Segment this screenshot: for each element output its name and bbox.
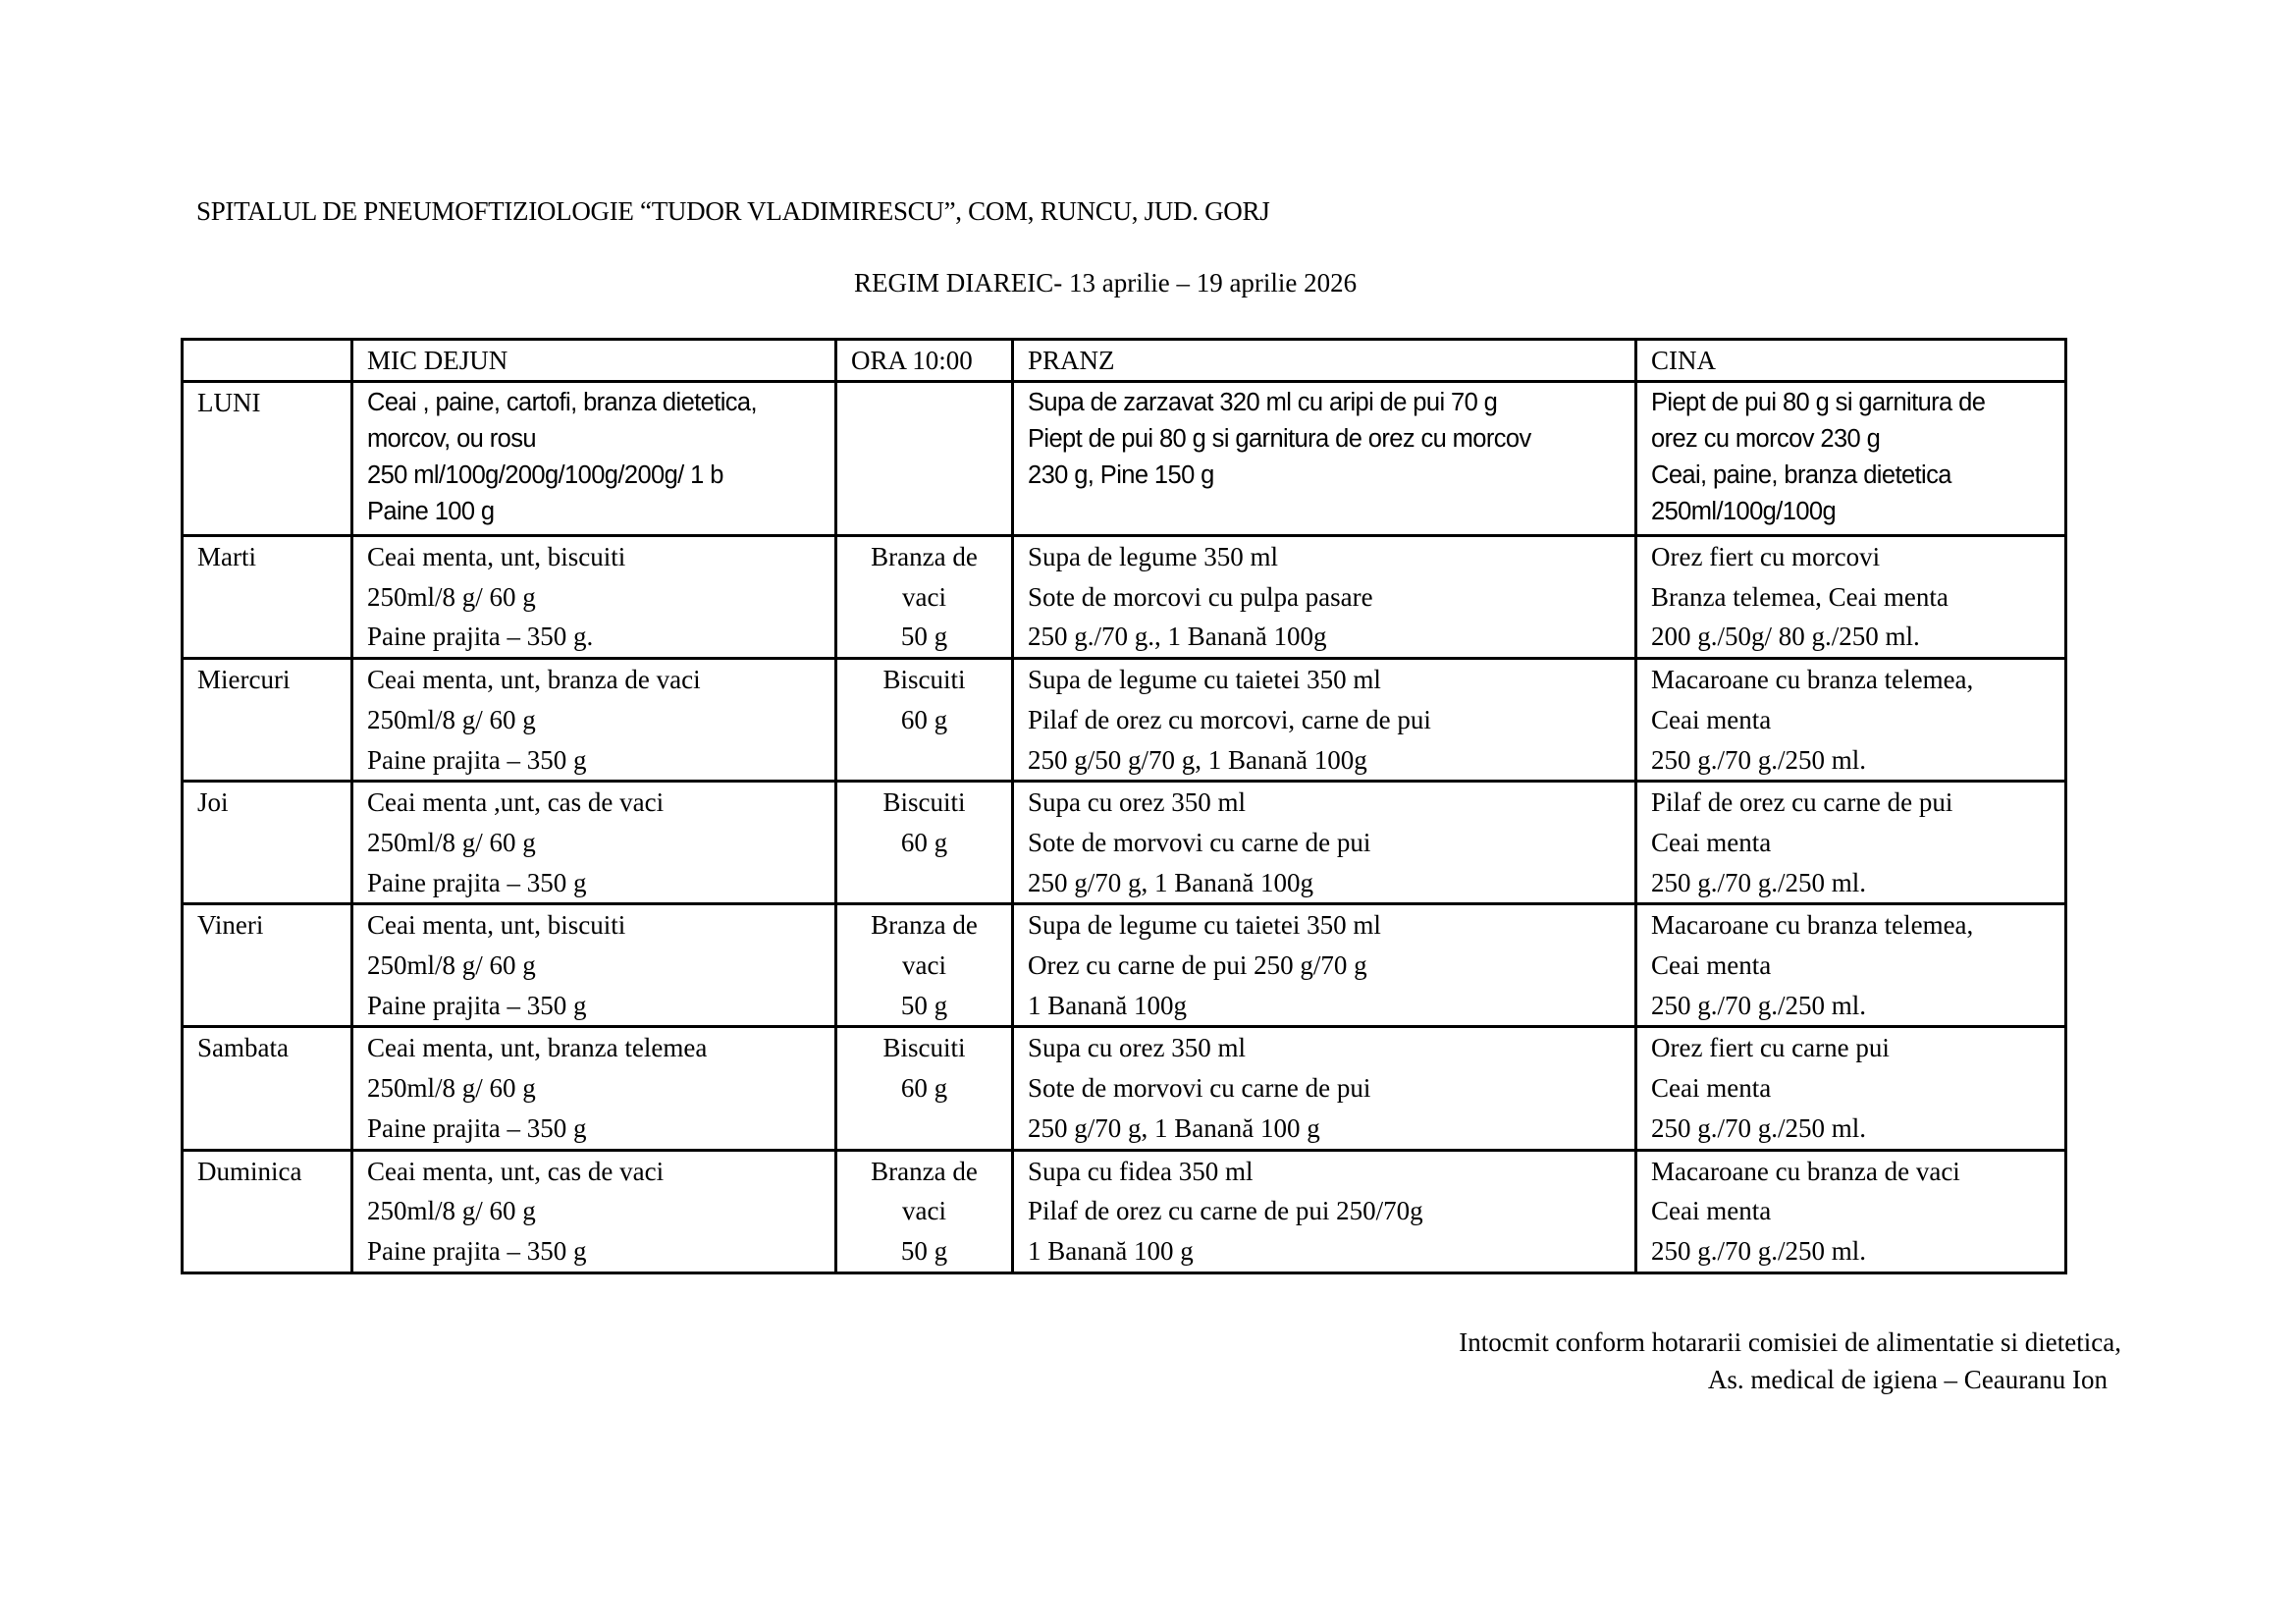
cell-line: Sote de morvovi cu carne de pui xyxy=(1028,827,1371,857)
cell-line: 200 g./50g/ 80 g./250 ml. xyxy=(1651,622,1920,652)
cell-line: vaci xyxy=(902,581,946,612)
cell-line: vaci xyxy=(902,1196,946,1226)
cell-line: 250 g/50 g/70 g, 1 Banană 100g xyxy=(1028,744,1367,775)
pranz-cell xyxy=(1013,659,1636,782)
day-cell: Joi xyxy=(183,782,352,904)
cell-line: 250ml/8 g/ 60 g xyxy=(367,581,536,612)
cell-line: Supa de zarzavat 320 ml cu aripi de pui 70 g xyxy=(1028,389,1498,416)
cell-line: 50 g xyxy=(900,622,948,652)
cina-cell xyxy=(1636,1150,2066,1272)
cell-line: morcov, ou rosu xyxy=(367,425,536,453)
cina-cell xyxy=(1636,659,2066,782)
footer-signature: As. medical de igiena – Ceauranu Ion xyxy=(1707,1365,2108,1394)
cell-line: 50 g xyxy=(900,990,948,1020)
ora-10-cell xyxy=(836,536,1013,659)
cell-line: Ceai menta, unt, biscuiti xyxy=(367,910,626,941)
footer-note: Intocmit conform hotararii comisiei de alimentatie si dietetica, xyxy=(1459,1327,2121,1357)
cell-line: vaci xyxy=(902,950,946,981)
cell-line: Supa cu orez 350 ml xyxy=(1028,1033,1246,1063)
table-row xyxy=(183,904,2066,1027)
day-cell: Duminica xyxy=(183,1150,352,1272)
cell-line: Ceai menta xyxy=(1651,704,1772,734)
mic-dejun-cell xyxy=(352,1150,836,1272)
table-row xyxy=(183,1027,2066,1150)
table-header-row xyxy=(183,340,2066,382)
cell-line: 50 g xyxy=(900,1235,948,1266)
cell-line: 250ml/8 g/ 60 g xyxy=(367,950,536,981)
cell-line: Supa cu fidea 350 ml xyxy=(1028,1156,1254,1186)
cell-line: Ceai menta, unt, branza de vaci xyxy=(367,665,701,695)
cell-line: 250ml/100g/100g xyxy=(1651,498,1837,525)
day-cell: Vineri xyxy=(183,904,352,1027)
cell-line: 250 g./70 g./250 ml. xyxy=(1651,990,1867,1020)
cell-line: Orez fiert cu carne pui xyxy=(1651,1033,1890,1063)
cell-line: 1 Banană 100 g xyxy=(1028,1235,1194,1266)
ora-10-cell xyxy=(836,659,1013,782)
regime-title: REGIM DIAREIC- 13 aprilie – 19 aprilie 2026 xyxy=(854,268,1358,298)
cell-line: 250 g./70 g., 1 Banană 100g xyxy=(1028,622,1327,652)
cina-cell xyxy=(1636,1027,2066,1150)
pranz-cell xyxy=(1013,782,1636,904)
cell-line: Ceai , paine, cartofi, branza dietetica, xyxy=(367,389,757,416)
cell-line: 250ml/8 g/ 60 g xyxy=(367,1073,536,1104)
table-body xyxy=(183,382,2066,1273)
table-row xyxy=(183,536,2066,659)
cell-line: Pilaf de orez cu carne de pui xyxy=(1651,787,1953,818)
cell-line: Macaroane cu branza telemea, xyxy=(1651,910,1974,941)
cell-line: Paine 100 g xyxy=(367,498,495,525)
cell-line: Ceai, paine, branza dietetica xyxy=(1651,461,1951,489)
header-day xyxy=(183,340,352,382)
cell-line: Supa de legume cu taietei 350 ml xyxy=(1028,665,1381,695)
header-mic-dejun: MIC DEJUN xyxy=(352,340,836,382)
cell-line: 1 Banană 100g xyxy=(1028,990,1187,1020)
pranz-cell xyxy=(1013,1150,1636,1272)
cell-line: Biscuiti xyxy=(882,1033,966,1063)
weekly-menu-table xyxy=(181,338,2067,1274)
cell-line: Branza telemea, Ceai menta xyxy=(1651,581,1949,612)
cell-line: 250 g./70 g./250 ml. xyxy=(1651,867,1867,897)
cell-line: 230 g, Pine 150 g xyxy=(1028,461,1214,489)
cell-line: Pilaf de orez cu carne de pui 250/70g xyxy=(1028,1196,1423,1226)
header-cina: CINA xyxy=(1636,340,2066,382)
day-cell: Miercuri xyxy=(183,659,352,782)
cell-line: Ceai menta, unt, cas de vaci xyxy=(367,1156,665,1186)
cell-line: 250 ml/100g/200g/100g/200g/ 1 b xyxy=(367,461,723,489)
header-ora-10: ORA 10:00 xyxy=(836,340,1013,382)
ora-10-cell xyxy=(836,904,1013,1027)
cell-line: 60 g xyxy=(900,1073,948,1104)
cell-line: 250 g/70 g, 1 Banană 100 g xyxy=(1028,1112,1320,1143)
cell-line: Paine prajita – 350 g xyxy=(367,867,587,897)
cell-line: Supa cu orez 350 ml xyxy=(1028,787,1246,818)
cell-line: Sote de morvovi cu carne de pui xyxy=(1028,1073,1371,1104)
cell-line: Piept de pui 80 g si garnitura de xyxy=(1651,389,1986,416)
ora-10-cell xyxy=(836,1027,1013,1150)
cell-line: Ceai menta xyxy=(1651,1073,1772,1104)
header-pranz: PRANZ xyxy=(1013,340,1636,382)
cell-line: Paine prajita – 350 g xyxy=(367,990,587,1020)
table-row xyxy=(183,382,2066,536)
cell-line: Branza de xyxy=(871,542,978,571)
mic-dejun-cell xyxy=(352,904,836,1027)
cell-line: Macaroane cu branza de vaci xyxy=(1651,1156,1960,1186)
cell-line: Sote de morcovi cu pulpa pasare xyxy=(1028,581,1373,612)
cina-cell xyxy=(1636,782,2066,904)
cell-line: Piept de pui 80 g si garnitura de orez cu morcov xyxy=(1028,425,1531,453)
cell-line: 60 g xyxy=(900,827,948,857)
cell-line: Branza de xyxy=(871,910,978,941)
cell-line: Biscuiti xyxy=(882,665,966,695)
cell-line: Ceai menta, unt, biscuiti xyxy=(367,542,626,571)
mic-dejun-cell xyxy=(352,1027,836,1150)
ora-10-cell xyxy=(836,782,1013,904)
cell-line: Ceai menta xyxy=(1651,1196,1772,1226)
day-cell: Marti xyxy=(183,536,352,659)
cell-line: Orez cu carne de pui 250 g/70 g xyxy=(1028,950,1367,981)
table-row xyxy=(183,659,2066,782)
cell-line: Ceai menta xyxy=(1651,827,1772,857)
cell-line: 60 g xyxy=(900,704,948,734)
cina-cell xyxy=(1636,536,2066,659)
pranz-cell xyxy=(1013,904,1636,1027)
cell-line: Supa de legume 350 ml xyxy=(1028,542,1278,571)
cell-line: Supa de legume cu taietei 350 ml xyxy=(1028,910,1381,941)
table-row xyxy=(183,1150,2066,1272)
hospital-title: SPITALUL DE PNEUMOFTIZIOLOGIE “TUDOR VLADIMIRESCU”, COM, RUNCU, JUD. GORJ xyxy=(196,196,1270,226)
ora-10-cell xyxy=(836,1150,1013,1272)
mic-dejun-cell xyxy=(352,382,836,536)
cina-cell xyxy=(1636,904,2066,1027)
cell-line: 250ml/8 g/ 60 g xyxy=(367,704,536,734)
cell-line: 250 g./70 g./250 ml. xyxy=(1651,1235,1867,1266)
mic-dejun-cell xyxy=(352,782,836,904)
cell-line: Macaroane cu branza telemea, xyxy=(1651,665,1974,695)
cell-line: 250ml/8 g/ 60 g xyxy=(367,827,536,857)
pranz-cell xyxy=(1013,382,1636,536)
cell-line: Ceai menta xyxy=(1651,950,1772,981)
cell-line: Paine prajita – 350 g xyxy=(367,1112,587,1143)
day-cell: Sambata xyxy=(183,1027,352,1150)
ora-10-cell xyxy=(836,382,1013,536)
day-cell: LUNI xyxy=(183,382,352,536)
cell-line: Ceai menta ,unt, cas de vaci xyxy=(367,787,665,818)
mic-dejun-cell xyxy=(352,536,836,659)
mic-dejun-cell xyxy=(352,659,836,782)
cell-line: 250 g./70 g./250 ml. xyxy=(1651,744,1867,775)
cina-cell xyxy=(1636,382,2066,536)
cell-line: orez cu morcov 230 g xyxy=(1651,425,1881,453)
cell-line: Paine prajita – 350 g xyxy=(367,1235,587,1266)
cell-line: Ceai menta, unt, branza telemea xyxy=(367,1033,708,1063)
cell-line: Orez fiert cu morcovi xyxy=(1651,542,1881,571)
cell-line: Pilaf de orez cu morcovi, carne de pui xyxy=(1028,704,1431,734)
pranz-cell xyxy=(1013,1027,1636,1150)
cell-line: 250ml/8 g/ 60 g xyxy=(367,1196,536,1226)
cell-line: Paine prajita – 350 g. xyxy=(367,622,594,652)
cell-line: Biscuiti xyxy=(882,787,966,818)
cell-line: 250 g./70 g./250 ml. xyxy=(1651,1112,1867,1143)
pranz-cell xyxy=(1013,536,1636,659)
cell-line: Paine prajita – 350 g xyxy=(367,744,587,775)
cell-line: 250 g/70 g, 1 Banană 100g xyxy=(1028,867,1313,897)
cell-line: Branza de xyxy=(871,1156,978,1186)
table-row xyxy=(183,782,2066,904)
